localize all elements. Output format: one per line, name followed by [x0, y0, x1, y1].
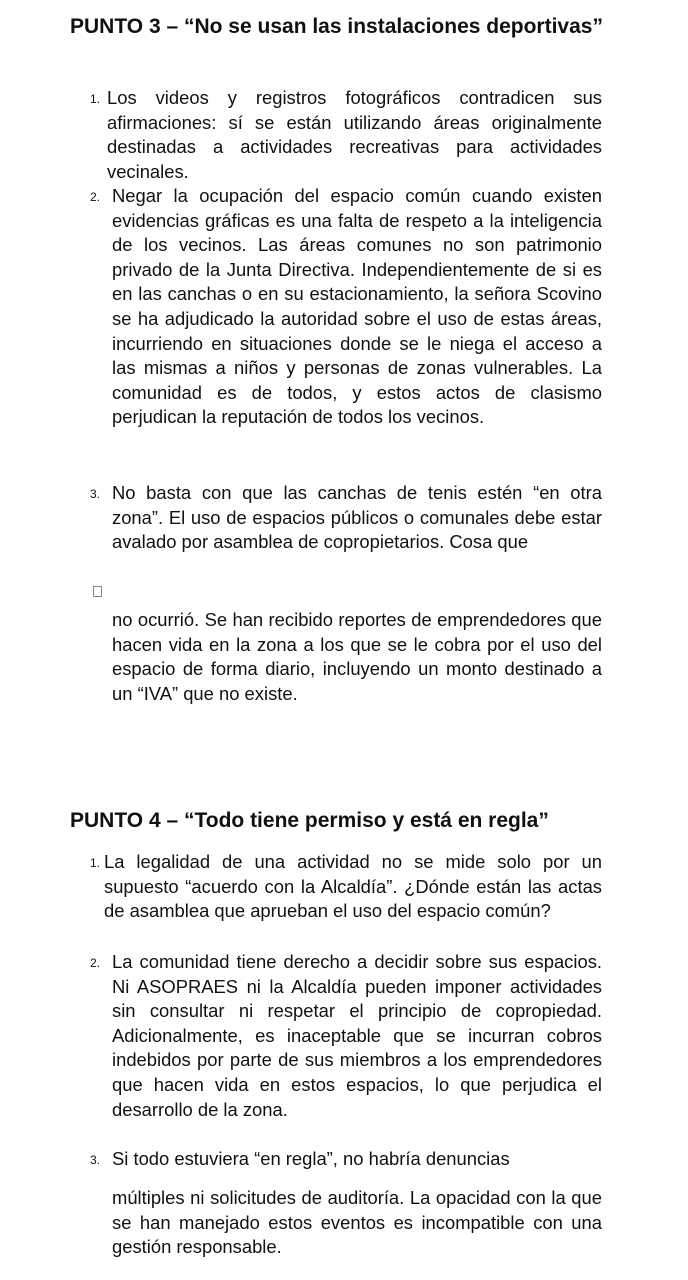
- punto4-continuation-text: múltiples ni solicitudes de auditoría. La opacidad con la que se han manejado estos eventos es incompatible con una gestión responsable.: [112, 1187, 602, 1258]
- checkbox-icon: [93, 586, 102, 597]
- punto4-item1-number: 1.: [90, 856, 101, 870]
- punto4-heading: PUNTO 4 – “Todo tiene permiso y está en regla”: [70, 809, 549, 832]
- punto4-item1-text: La legalidad de una actividad no se mide solo por un supuesto “acuerdo con la Alcaldía”. ¿Dónde están las actas de asamblea que aprueban el uso del espacio común?: [104, 851, 602, 922]
- punto4-item2-number: 2.: [90, 956, 101, 970]
- punto3-item1-text: Los videos y registros fotográficos contradicen sus afirmaciones: sí se están utilizando áreas originalmente destinadas a actividades recreativas para actividades vecinales.: [107, 87, 602, 182]
- punto4-item3-number: 3.: [90, 1153, 101, 1167]
- punto3-heading: PUNTO 3 – “No se usan las instalaciones deportivas”: [70, 15, 603, 38]
- punto3-item1-number: 1.: [90, 92, 101, 106]
- punto3-item3-text: No basta con que las canchas de tenis estén “en otra zona”. El uso de espacios públicos o comunales debe estar avalado por asamblea de copropietarios. Cosa que: [112, 482, 602, 553]
- punto3-item3-number: 3.: [90, 487, 101, 501]
- punto3-continuation-text: no ocurrió. Se han recibido reportes de emprendedores que hacen vida en la zona a los que se le cobra por el uso del espacio de forma diario, incluyendo un monto destinado a un “IVA” que no existe.: [112, 609, 602, 704]
- punto4-item2-text: La comunidad tiene derecho a decidir sobre sus espacios. Ni ASOPRAES ni la Alcaldía pueden imponer actividades sin consultar ni respetar el principio de copropiedad. Adicionalmente, es inaceptable que se incurran cobros indebidos por parte de sus miembros a los emprendedores que hacen vida en estos espacios, lo que perjudica el desarrollo de la zona.: [112, 951, 602, 1120]
- punto3-item2-number: 2.: [90, 190, 101, 204]
- punto3-item2-text: Negar la ocupación del espacio común cuando existen evidencias gráficas es una falta de respeto a la inteligencia de los vecinos. Las áreas comunes no son patrimonio privado de la Junta Directiva. Independientemente de si es en las canchas o en su estacionamiento, la señora Scovino se ha adjudicado la autoridad sobre el uso de estas áreas, incurriendo en situaciones donde se le niega el acceso a las mismas a niños y personas de zonas vulnerables. La comunidad es de todos, y estos actos de clasismo perjudican la reputación de todos los vecinos.: [112, 185, 602, 428]
- punto4-item3-text: Si todo estuviera “en regla”, no habría denuncias: [112, 1148, 510, 1169]
